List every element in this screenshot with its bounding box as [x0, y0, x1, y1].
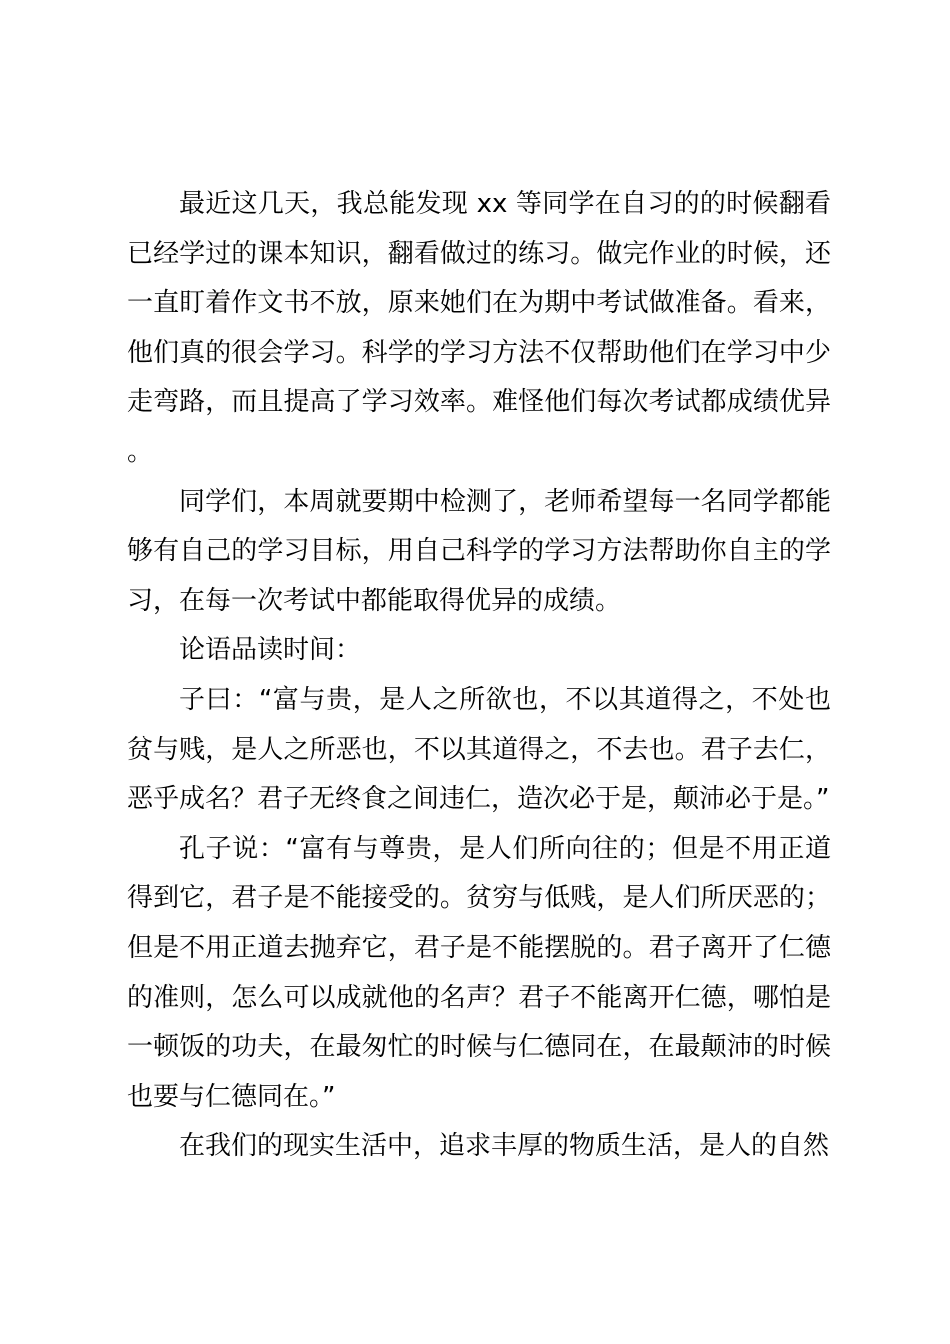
- paragraph-reflection: 在我们的现实生活中，追求丰厚的物质生活，是人的自然: [179, 1131, 830, 1162]
- paragraph-analects-translation: 孔子说：“富有与尊贵，是人们所向往的；但是不用正道得到它，君子是不能接受的。贫穷与低贱，是人们所厌恶的；但是不用正道去抛弃它，君子是不能摆脱的。君子离开了仁德的准则，怎么可以成就他的名声？君子不能离开仁德，哪怕是一顿饭的功夫，在最匆忙的时候与仁德同在，在最颠沛的时候也要与仁德同在。”: [127, 833, 831, 1112]
- document-body: [127, 180, 831, 1172]
- paragraph-study-observation: 最近这几天，我总能发现 xx 等同学在自习的的时候翻看已经学过的课本知识，翻看做过的练习。做完作业的时候，还一直盯着作文书不放，原来她们在为期中考试做准备。看来，他们真的很会学习。科学的学习方法不仅帮助他们在学习中少走弯路，而且提高了学习效率。难怪他们每次考试都成绩优异。: [127, 189, 831, 467]
- paragraph-analects-heading: 论语品读时间：: [179, 635, 362, 666]
- paragraph-analects-quote: 子曰：“富与贵，是人之所欲也，不以其道得之，不处也贫与贱，是人之所恶也，不以其道得之，不去也。君子去仁，恶乎成名？君子无终食之间违仁，造次必于是，颠沛必于是。”: [127, 684, 831, 815]
- paragraph-midterm-encouragement: 同学们，本周就要期中检测了，老师希望每一名同学都能够有自己的学习目标，用自己科学的学习方法帮助你自主的学习，在每一次考试中都能取得优异的成绩。: [127, 486, 831, 616]
